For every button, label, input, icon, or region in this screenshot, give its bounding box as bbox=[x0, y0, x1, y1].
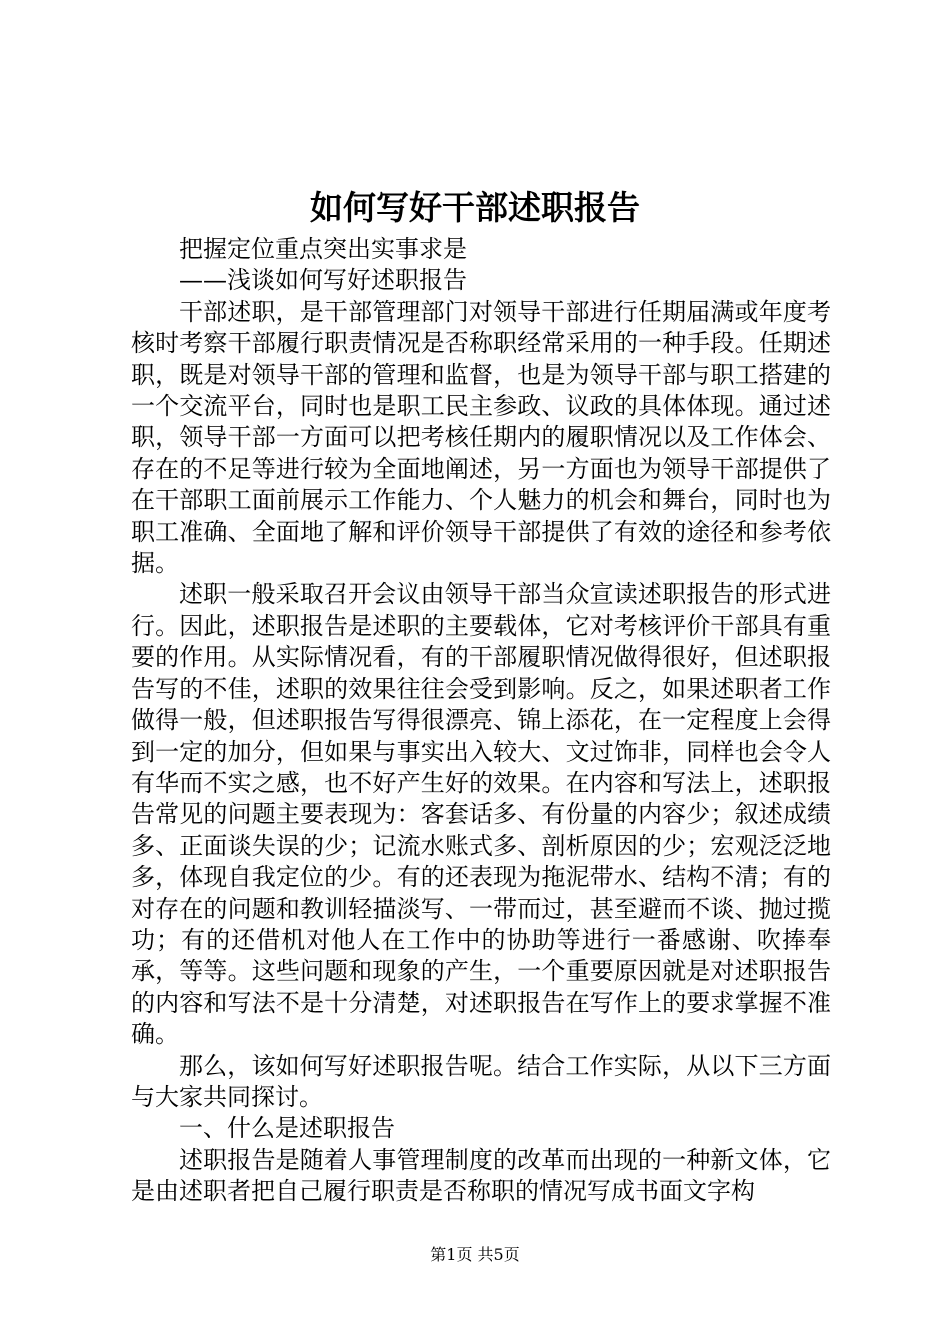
section-heading-1: 一、什么是述职报告 bbox=[179, 1114, 395, 1143]
body-paragraph-1: 干部述职，是干部管理部门对领导干部进行任期届满或年度考核时考察干部履行职责情况是否称职经常采用的一种手段。任期述职，既是对领导干部的管理和监督，也是为领导干部与职工搭建的一个交流平台，同时也是职工民主参政、议政的具体体现。通过述职，领导干部一方面可以把考核任期内的履职情况以及工作体会、存在的不足等进行较为全面地阐述，另一方面也为领导干部提供了在干部职工面前展示工作能力、个人魅力的机会和舞台，同时也为职工准确、全面地了解和评价领导干部提供了有效的途径和参考依据。 bbox=[131, 297, 831, 578]
body-paragraph-3: 那么，该如何写好述职报告呢。结合工作实际，从以下三方面与大家共同探讨。 bbox=[131, 1051, 831, 1111]
page-footer: 第1页 共5页 bbox=[430, 1245, 520, 1264]
body-paragraph-2: 述职一般采取召开会议由领导干部当众宣读述职报告的形式进行。因此，述职报告是述职的主要载体，它对考核评价干部具有重要的作用。从实际情况看，有的干部履职情况做得很好，但述职报告写的不佳，述职的效果往往会受到影响。反之，如果述职者工作做得一般，但述职报告写得很漂亮、锦上添花，在一定程度上会得到一定的加分，但如果与事实出入较大、文过饰非，同样也会令人有华而不实之感，也不好产生好的效果。在内容和写法上，述职报告常见的问题主要表现为：客套话多、有份量的内容少；叙述成绩多、正面谈失误的少；记流水账式多、剖析原因的少；宏观泛泛地多，体现自我定位的少。有的还表现为拖泥带水、结构不清；有的对存在的问题和教训轻描淡写、一带而过，甚至避而不谈、抛过揽功；有的还借机对他人在工作中的协助等进行一番感谢、吹捧奉承，等等。这些问题和现象的产生，一个重要原因就是对述职报告的内容和写法不是十分清楚，对述职报告在写作上的要求掌握不准确。 bbox=[131, 580, 831, 1049]
document-title: 如何写好干部述职报告 bbox=[310, 188, 640, 227]
document-body bbox=[131, 234, 831, 1208]
subtitle-line-1: 把握定位重点突出实事求是 bbox=[179, 235, 467, 263]
subtitle-line-2: ——浅谈如何写好述职报告 bbox=[179, 266, 467, 295]
body-paragraph-4: 述职报告是随着人事管理制度的改革而出现的一种新文体，它是由述职者把自己履行职责是否称职的情况写成书面文字构 bbox=[131, 1145, 831, 1206]
